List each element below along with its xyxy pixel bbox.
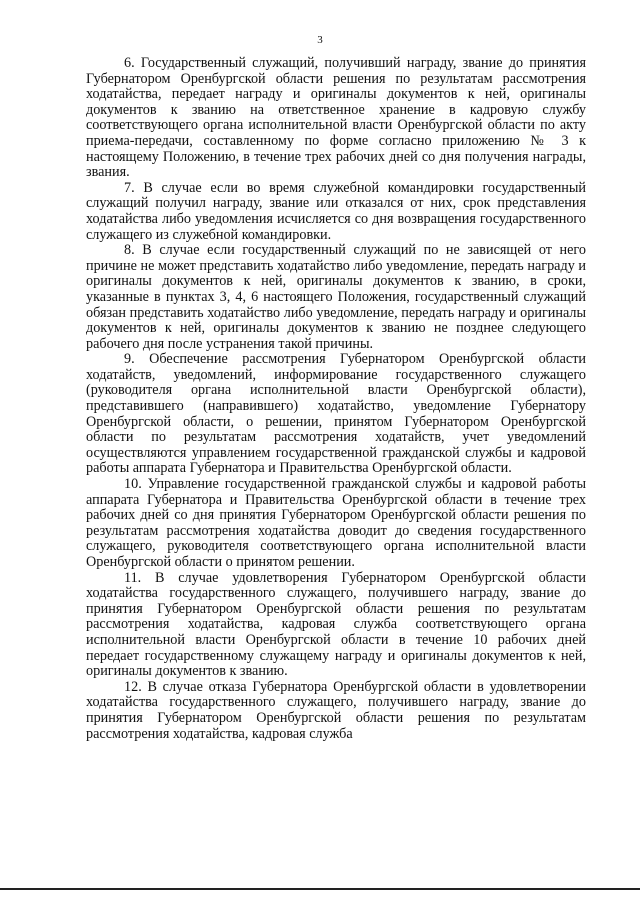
page-bottom-rule: [0, 888, 640, 890]
page-number: 3: [317, 34, 323, 46]
paragraph-9: 9. Обеспечение рассмотрения Губернатором Оренбургской области ходатайств, уведомлений, информирование государственного служащего (руководителя органа исполнительной власти Оренбургской области), представившего (направившего) ходатайство, уведомление Губернатору Оренбургской области, о решении, принятом Губернатором Оренбургской области по результатам рассмотрения ходатайств, учет уведомлений осуществляются управлением государственной гражданской службы и кадровой работы аппарата Губернатора и Правительства Оренбургской области.: [86, 351, 586, 477]
paragraph-7: 7. В случае если во время служебной командировки государственный служащий получил награду, звание или отказался от них, срок представления ходатайства либо уведомления исчисляется со дня возвращения государственного служащего из служебной командировки.: [86, 179, 586, 243]
paragraph-12: 12. В случае отказа Губернатора Оренбургской области в удовлетворении ходатайства государственного служащего, получившего награду, звание до принятия Губернатором Оренбургской области решения по результатам рассмотрения ходатайства, кадровая служба: [86, 678, 586, 742]
paragraph-6: 6. Государственный служащий, получивший награду, звание до принятия Губернатором Оренбургской области решения по результатам рассмотрения ходатайства, передает награду и оригиналы документов к ней, оригиналы документов к званию на ответственное хранение в кадровую службу соответствующего органа исполнительной власти Оренбургской области по акту приема-передачи, составленному по форме согласно приложению № 3 к настоящему Положению, в течение трех рабочих дней со дня получения награды, звания.: [86, 55, 586, 181]
paragraph-10: 10. Управление государственной гражданской службы и кадровой работы аппарата Губернатора и Правительства Оренбургской области в течение трех рабочих дней со дня принятия Губернатором Оренбургской области решения по результатам рассмотрения ходатайства доводит до сведения государственного служащего, руководителя соответствующего органа исполнительной власти Оренбургской области о принятом решении.: [86, 476, 586, 570]
document-body: [86, 56, 586, 742]
paragraph-8: 8. В случае если государственный служащий по не зависящей от него причине не может представить ходатайство либо уведомление, передать награду и оригиналы документов к ней, оригиналы документов к званию, в сроки, указанные в пунктах 3, 4, 6 настоящего Положения, государственный служащий обязан представить ходатайство либо уведомление, передать награду и оригиналы документов к ней, оригиналы документов к званию не позднее следующего рабочего дня после устранения такой причины.: [86, 242, 586, 352]
paragraph-11: 11. В случае удовлетворения Губернатором Оренбургской области ходатайства государственного служащего, получившего награду, звание до принятия Губернатором Оренбургской области решения по результатам рассмотрения ходатайства, кадровая служба соответствующего органа исполнительной власти Оренбургской области в течение 10 рабочих дней передает государственному служащему награду и оригиналы документов к ней, оригиналы документов к званию.: [86, 569, 586, 680]
